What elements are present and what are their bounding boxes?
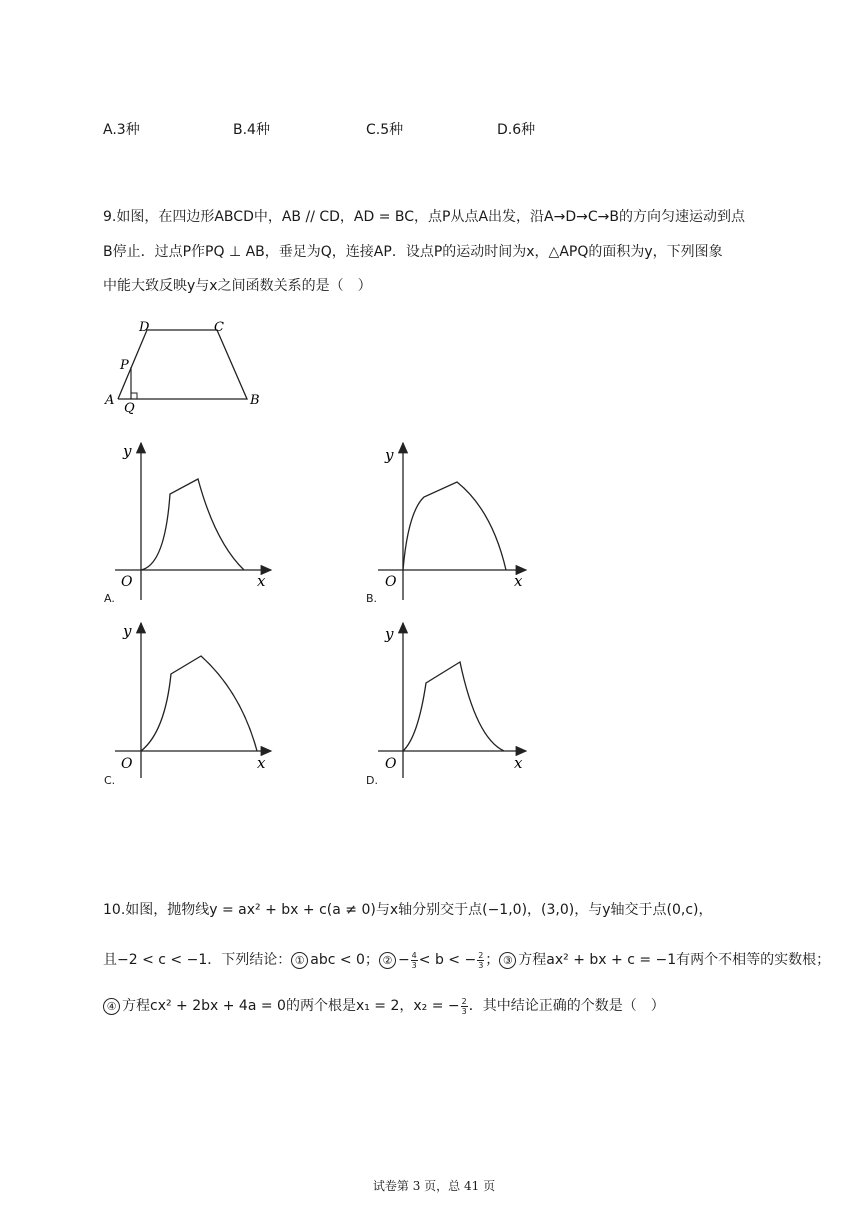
conclusion-4: 方程cx² + 2bx + 4a = 0的两个根是x₁ = 2，x₂ = −	[122, 998, 460, 1014]
svg-text:O: O	[121, 756, 133, 772]
svg-text:x: x	[514, 572, 523, 590]
label-a: A	[105, 393, 115, 408]
svg-text:x: x	[514, 754, 523, 772]
label-q: Q	[124, 401, 135, 416]
conclusion-1-mark: ①	[291, 952, 308, 969]
svg-text:x: x	[257, 754, 266, 772]
q10-line-1: 10.如图，抛物线y = ax² + bx + c(a ≠ 0)与x轴分别交于点(−1,0)，(3,0)，与y轴交于点(0,c)，	[103, 902, 713, 918]
option-b: B.4种	[233, 122, 270, 138]
svg-text:y: y	[385, 625, 394, 643]
conclusion-2-end: ；	[485, 952, 500, 968]
q9-line-1: 9.如图，在四边形ABCD中，AB // CD，AD = BC，点P从点A出发，沿A→D→C→B的方向匀速运动到点	[103, 209, 745, 225]
conclusion-3-mark: ③	[499, 952, 516, 969]
fraction-2-3: $\frac{2}{3}$	[478, 950, 484, 970]
q10-line-3	[103, 996, 665, 1016]
conclusion-3: 方程ax² + bx + c = −1有两个不相等的实数根；	[518, 952, 831, 968]
conclusion-2-mark: ②	[379, 952, 396, 969]
label-p: P	[120, 358, 129, 373]
graph-a-label: A.	[104, 592, 115, 605]
graph-c	[113, 620, 273, 780]
option-d: D.6种	[497, 122, 536, 138]
graph-d	[376, 620, 536, 780]
trapezoid-figure	[100, 312, 270, 417]
graph-c-label: C.	[104, 774, 116, 787]
q10-line-2-prefix: 且−2 < c < −1．下列结论：	[103, 952, 292, 968]
fraction-2-3-b: $\frac{2}{3}$	[461, 996, 467, 1016]
option-a: A.3种	[103, 122, 140, 138]
label-d: D	[139, 320, 150, 335]
conclusion-2-mid: < b < −	[418, 952, 477, 968]
fraction-4-3: $\frac{4}{3}$	[411, 950, 417, 970]
svg-text:y: y	[123, 442, 132, 460]
conclusion-2-minus: −	[397, 952, 410, 968]
q9-line-2: B停止．过点P作PQ ⊥ AB，垂足为Q，连接AP．设点P的运动时间为x，△APQ的面积为y，下列图象	[103, 244, 723, 260]
svg-text:O: O	[121, 574, 133, 590]
option-c: C.5种	[366, 122, 404, 138]
conclusion-4-end: ．其中结论正确的个数是（ ）	[468, 998, 665, 1014]
svg-text:x: x	[257, 572, 266, 590]
graph-b-label: B.	[366, 592, 378, 605]
q9-line-3: 中能大致反映y与x之间函数关系的是（ ）	[103, 278, 372, 294]
conclusion-1: abc < 0；	[310, 952, 379, 968]
svg-text:y: y	[385, 446, 394, 464]
q10-line-2	[103, 950, 830, 970]
graph-a	[113, 440, 273, 605]
page-footer: 试卷第 3 页，总 41 页	[372, 1179, 496, 1193]
label-c: C	[214, 320, 224, 335]
svg-text:O: O	[385, 574, 397, 590]
svg-text:O: O	[385, 756, 397, 772]
svg-text:y: y	[123, 622, 132, 640]
graph-b	[376, 440, 536, 605]
label-b: B	[250, 393, 260, 408]
graph-d-label: D.	[366, 774, 378, 787]
conclusion-4-mark: ④	[103, 998, 120, 1015]
